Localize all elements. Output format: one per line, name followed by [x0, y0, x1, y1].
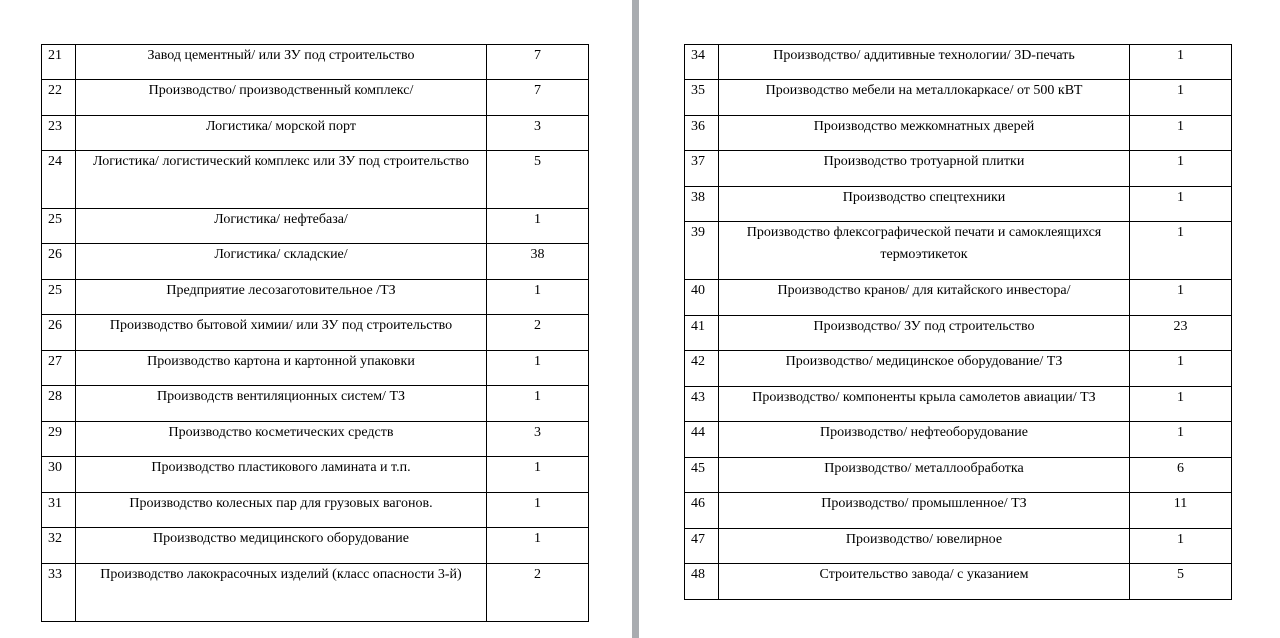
table-row — [42, 422, 589, 457]
table-row — [42, 116, 589, 151]
row-number: 34 — [685, 45, 719, 80]
row-name: Производство косметических средств — [76, 422, 487, 457]
row-count: 3 — [487, 422, 589, 457]
row-name: Логистика/ логистический комплекс или ЗУ под строительство — [76, 151, 487, 209]
row-number: 40 — [685, 280, 719, 316]
row-count: 1 — [487, 351, 589, 386]
table-row — [42, 351, 589, 386]
row-number: 35 — [685, 80, 719, 116]
table-row — [42, 493, 589, 528]
row-name: Производство тротуарной плитки — [719, 151, 1130, 187]
row-count: 1 — [1130, 151, 1232, 187]
row-number: 37 — [685, 151, 719, 187]
row-count: 1 — [1130, 116, 1232, 151]
row-number: 42 — [685, 351, 719, 387]
row-number: 39 — [685, 222, 719, 280]
row-name: Производство/ аддитивные технологии/ 3D-печать — [719, 45, 1130, 80]
row-count: 2 — [487, 315, 589, 351]
row-number: 25 — [42, 280, 76, 315]
table-row — [42, 244, 589, 280]
table-row — [42, 564, 589, 622]
row-name: Производство медицинского оборудование — [76, 528, 487, 564]
row-count: 5 — [1130, 564, 1232, 600]
table-row — [42, 528, 589, 564]
row-count: 1 — [1130, 280, 1232, 316]
row-number: 48 — [685, 564, 719, 600]
row-number: 36 — [685, 116, 719, 151]
row-number: 33 — [42, 564, 76, 622]
row-count: 1 — [487, 209, 589, 244]
row-number: 45 — [685, 458, 719, 493]
row-count: 1 — [1130, 222, 1232, 280]
row-name: Логистика/ нефтебаза/ — [76, 209, 487, 244]
table-row — [685, 222, 1232, 280]
table-row — [685, 187, 1232, 222]
row-number: 46 — [685, 493, 719, 529]
row-count: 7 — [487, 80, 589, 116]
row-number: 43 — [685, 387, 719, 422]
row-name: Производство картона и картонной упаковки — [76, 351, 487, 386]
row-count: 1 — [1130, 387, 1232, 422]
table-row — [685, 116, 1232, 151]
row-count: 1 — [1130, 187, 1232, 222]
table-row — [42, 315, 589, 351]
row-count: 7 — [487, 45, 589, 80]
row-count: 1 — [487, 528, 589, 564]
row-name: Производств вентиляционных систем/ ТЗ — [76, 386, 487, 422]
table-row — [42, 209, 589, 244]
row-name: Производство/ ЗУ под строительство — [719, 316, 1130, 351]
table-row — [685, 458, 1232, 493]
row-count: 1 — [487, 280, 589, 315]
table-row — [685, 316, 1232, 351]
row-name: Производство/ производственный комплекс/ — [76, 80, 487, 116]
row-name: Производство/ медицинское оборудование/ ТЗ — [719, 351, 1130, 387]
row-name: Логистика/ складские/ — [76, 244, 487, 280]
row-number: 28 — [42, 386, 76, 422]
table-row — [685, 151, 1232, 187]
row-number: 44 — [685, 422, 719, 458]
row-name: Логистика/ морской порт — [76, 116, 487, 151]
row-name: Производство флексографической печати и самоклеящихся термоэтикеток — [719, 222, 1130, 280]
row-number: 23 — [42, 116, 76, 151]
document-page-right — [639, 0, 1280, 638]
row-number: 29 — [42, 422, 76, 457]
table-body — [42, 45, 589, 622]
row-name: Производство пластикового ламината и т.п. — [76, 457, 487, 493]
row-count: 5 — [487, 151, 589, 209]
row-count: 2 — [487, 564, 589, 622]
row-name: Предприятие лесозаготовительное /ТЗ — [76, 280, 487, 315]
row-number: 27 — [42, 351, 76, 386]
row-number: 32 — [42, 528, 76, 564]
row-name: Производство кранов/ для китайского инвестора/ — [719, 280, 1130, 316]
table-body — [685, 45, 1232, 600]
row-name: Строительство завода/ с указанием — [719, 564, 1130, 600]
row-count: 3 — [487, 116, 589, 151]
row-number: 24 — [42, 151, 76, 209]
row-name: Производство/ ювелирное — [719, 529, 1130, 564]
row-number: 30 — [42, 457, 76, 493]
document-page-left — [0, 0, 632, 638]
row-count: 11 — [1130, 493, 1232, 529]
page-gap-divider — [632, 0, 639, 638]
row-number: 47 — [685, 529, 719, 564]
row-count: 6 — [1130, 458, 1232, 493]
row-name: Производство колесных пар для грузовых вагонов. — [76, 493, 487, 528]
row-name: Производство мебели на металлокаркасе/ от 500 кВТ — [719, 80, 1130, 116]
table-row — [42, 45, 589, 80]
row-number: 25 — [42, 209, 76, 244]
row-number: 41 — [685, 316, 719, 351]
row-number: 38 — [685, 187, 719, 222]
row-name: Производство лакокрасочных изделий (класс опасности 3-й) — [76, 564, 487, 622]
table-row — [42, 151, 589, 209]
row-number: 31 — [42, 493, 76, 528]
table-row — [42, 386, 589, 422]
table-row — [685, 351, 1232, 387]
row-count: 1 — [1130, 45, 1232, 80]
row-count: 38 — [487, 244, 589, 280]
row-number: 22 — [42, 80, 76, 116]
row-name: Завод цементный/ или ЗУ под строительство — [76, 45, 487, 80]
table-row — [685, 45, 1232, 80]
table-row — [685, 564, 1232, 600]
row-name: Производство/ компоненты крыла самолетов авиации/ ТЗ — [719, 387, 1130, 422]
data-table-right — [684, 44, 1232, 600]
row-count: 1 — [1130, 529, 1232, 564]
row-count: 1 — [487, 386, 589, 422]
row-count: 23 — [1130, 316, 1232, 351]
row-number: 21 — [42, 45, 76, 80]
table-row — [685, 529, 1232, 564]
data-table-left — [41, 44, 589, 622]
table-row — [685, 422, 1232, 458]
row-name: Производство бытовой химии/ или ЗУ под строительство — [76, 315, 487, 351]
row-count: 1 — [487, 493, 589, 528]
table-row — [42, 457, 589, 493]
row-name: Производство межкомнатных дверей — [719, 116, 1130, 151]
row-number: 26 — [42, 315, 76, 351]
table-row — [685, 80, 1232, 116]
row-name: Производство/ нефтеоборудование — [719, 422, 1130, 458]
row-number: 26 — [42, 244, 76, 280]
row-count: 1 — [1130, 80, 1232, 116]
row-count: 1 — [1130, 422, 1232, 458]
table-row — [685, 493, 1232, 529]
table-row — [685, 280, 1232, 316]
row-name: Производство/ промышленное/ ТЗ — [719, 493, 1130, 529]
table-row — [42, 280, 589, 315]
row-name: Производство/ металлообработка — [719, 458, 1130, 493]
table-row — [685, 387, 1232, 422]
table-row — [42, 80, 589, 116]
row-count: 1 — [487, 457, 589, 493]
row-count: 1 — [1130, 351, 1232, 387]
row-name: Производство спецтехники — [719, 187, 1130, 222]
